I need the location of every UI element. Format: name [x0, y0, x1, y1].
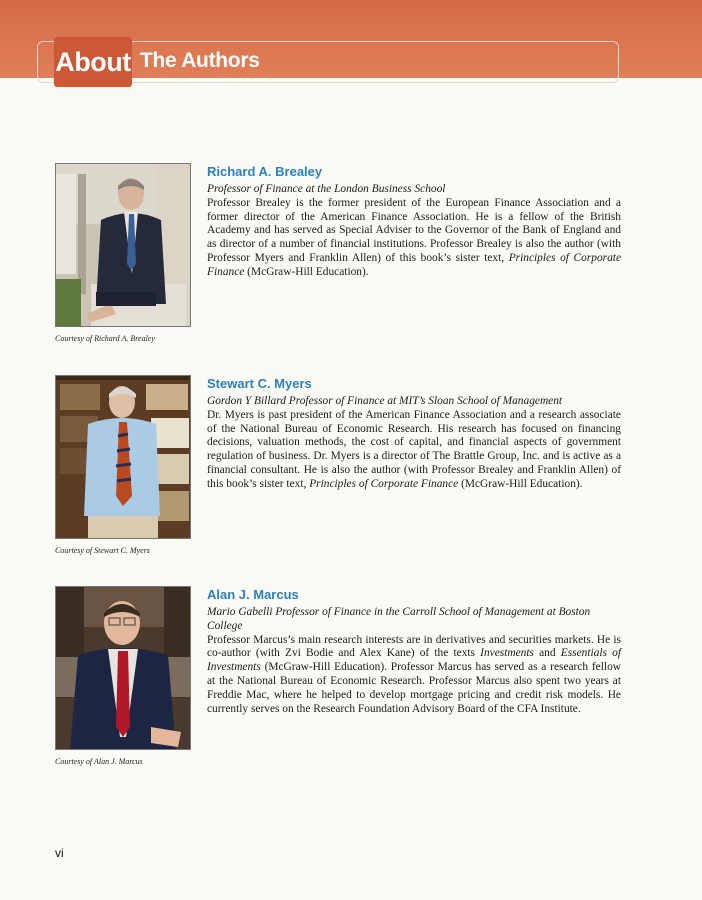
book-title: Principles of Corporate Finance	[309, 477, 459, 490]
about-tab: About	[54, 37, 132, 87]
section-title: The Authors	[140, 49, 260, 72]
author-role: Professor of Finance at the London Business School	[207, 183, 446, 195]
author-photo-myers	[55, 375, 191, 539]
bio-text: Dr. Myers is past president of the American Finance Association and a research associate of the National Bureau of Economic Research. His research has focused on financing decisions, valuation methods, the cost of capital, and financial aspects of government regulation of business. Dr. Myers is a director of The Brattle Group, Inc. and is active as a financial consultant. He is also the author (with Professor Brealey and Franklin Allen) of this book’s sister text,	[207, 408, 621, 490]
bio-text: (McGraw-Hill Education).	[244, 265, 369, 278]
bio-text: Professor Brealey is the former president of the European Finance Association and a former director of the American Finance Association. He is a fellow of the British Academy and has served as Special Adviser to the Governor of the Bank of England and as director of a number of financial institutions. Professor Brealey is also the author (with Professor Myers and Franklin Allen) of this book’s sister text,	[207, 196, 621, 264]
bio-text: (McGraw-Hill Education). Professor Marcus has served as a research fellow at the National Bureau of Economic Research. Professor Marcus also spent two years at Freddie Mac, where he helped to develop mortgage pricing and credit risk models. He currently serves on the Research Foundation Advisory Board of the CFA Institute.	[207, 661, 621, 715]
author-info	[207, 586, 621, 716]
author-bio	[207, 197, 621, 280]
book-title: Essentials of Investments	[207, 647, 621, 674]
author-role: Gordon Y Billard Professor of Finance at MIT’s Sloan School of Management	[207, 395, 563, 407]
author-photo-brealey	[55, 163, 191, 327]
author-name: Stewart C. Myers	[207, 376, 312, 391]
bio-text: and	[533, 647, 561, 660]
photo-credit: Courtesy of Richard A. Brealey	[55, 334, 155, 343]
bio-text: Professor Marcus’s main research interests are in derivatives and securities markets. He is co-author (with Zvi Bodie and Alex Kane) of the texts	[207, 633, 621, 660]
author-bio	[207, 634, 621, 717]
author-role: Mario Gabelli Professor of Finance in the Carroll School of Management at Boston College	[207, 606, 591, 632]
photo-credit: Courtesy of Alan J. Marcus	[55, 757, 143, 766]
bio-text: (McGraw-Hill Education).	[458, 477, 583, 490]
author-name: Alan J. Marcus	[207, 587, 299, 602]
author-info	[207, 163, 621, 280]
author-info	[207, 375, 621, 492]
author-photo-marcus	[55, 586, 191, 750]
page-number: vi	[55, 846, 64, 860]
book-title: Investments	[480, 647, 534, 660]
photo-credit: Courtesy of Stewart C. Myers	[55, 546, 150, 555]
author-name: Richard A. Brealey	[207, 164, 323, 179]
book-title: Principles of Corporate Finance	[207, 251, 621, 278]
author-bio	[207, 409, 621, 492]
